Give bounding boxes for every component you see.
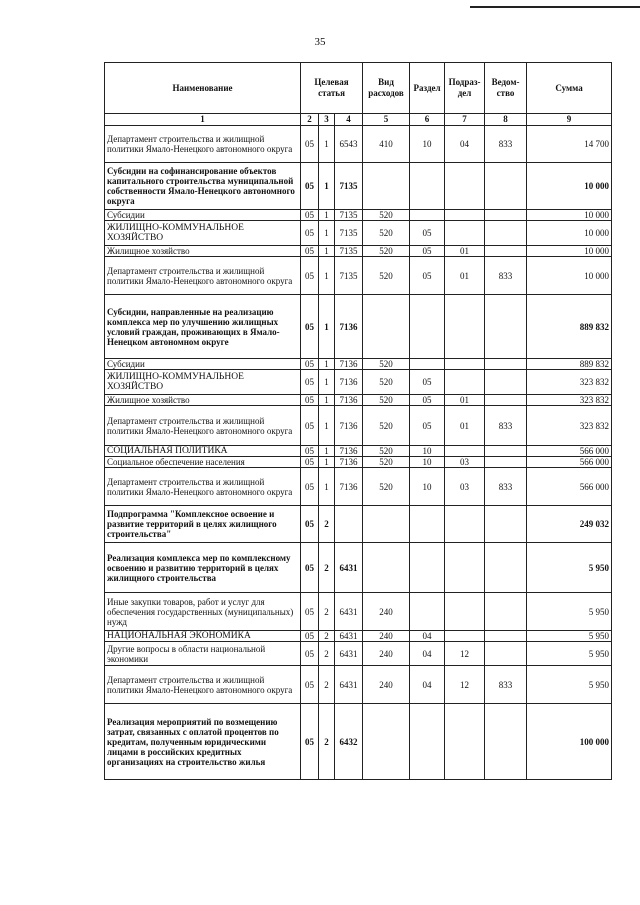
cell-subsection: 01 — [445, 395, 485, 406]
cell-sum: 5 950 — [527, 631, 612, 642]
table-row — [105, 210, 612, 221]
cell-subsection — [445, 446, 485, 457]
header-subsection: Подраз-дел — [445, 63, 485, 114]
table-row — [105, 631, 612, 642]
cell-section: 05 — [410, 221, 445, 246]
cell-sum: 5 950 — [527, 593, 612, 631]
cell-name: Подпрограмма "Комплексное освоение и развитие территорий в целях жилищного строительства" — [105, 506, 301, 543]
cell-department — [485, 210, 527, 221]
column-number: 7 — [445, 114, 485, 126]
cell-target-code: 7135 — [335, 221, 363, 246]
cell-name: Департамент строительства и жилищной политики Ямало-Ненецкого автономного округа — [105, 126, 301, 163]
cell-target-code: 7136 — [335, 457, 363, 468]
cell-sum: 566 000 — [527, 468, 612, 506]
cell-target-program: 05 — [301, 221, 319, 246]
cell-subsection — [445, 631, 485, 642]
cell-section: 10 — [410, 468, 445, 506]
cell-sum: 889 832 — [527, 359, 612, 370]
cell-target-program: 05 — [301, 642, 319, 666]
table-row — [105, 221, 612, 246]
cell-target-code: 7136 — [335, 359, 363, 370]
cell-subsection — [445, 704, 485, 780]
cell-name: Субсидии, направленные на реализацию комплекса мер по улучшению жилищных условий граждан, проживающих в Ямало-Ненецком автономном округе — [105, 295, 301, 359]
cell-section: 10 — [410, 457, 445, 468]
cell-sum: 5 950 — [527, 666, 612, 704]
cell-expense-type: 240 — [363, 666, 410, 704]
cell-subsection — [445, 506, 485, 543]
cell-sum: 889 832 — [527, 295, 612, 359]
cell-target-code: 7136 — [335, 446, 363, 457]
table-row — [105, 163, 612, 210]
cell-name: Субсидии — [105, 210, 301, 221]
cell-department — [485, 359, 527, 370]
cell-section: 10 — [410, 126, 445, 163]
cell-expense-type: 520 — [363, 359, 410, 370]
cell-target-code: 7136 — [335, 370, 363, 395]
cell-expense-type — [363, 543, 410, 593]
cell-section: 05 — [410, 370, 445, 395]
cell-department: 833 — [485, 406, 527, 446]
table-row — [105, 704, 612, 780]
cell-target-code: 7135 — [335, 246, 363, 257]
cell-name: Социальное обеспечение населения — [105, 457, 301, 468]
cell-section: 05 — [410, 257, 445, 295]
cell-target-subprogram: 2 — [319, 631, 335, 642]
cell-section: 10 — [410, 446, 445, 457]
cell-target-subprogram: 1 — [319, 446, 335, 457]
cell-sum: 323 832 — [527, 370, 612, 395]
cell-sum: 566 000 — [527, 457, 612, 468]
cell-target-program: 05 — [301, 666, 319, 704]
cell-subsection: 01 — [445, 257, 485, 295]
cell-sum: 5 950 — [527, 543, 612, 593]
cell-name: Департамент строительства и жилищной политики Ямало-Ненецкого автономного округа — [105, 406, 301, 446]
cell-section — [410, 163, 445, 210]
cell-target-program: 05 — [301, 457, 319, 468]
column-number: 8 — [485, 114, 527, 126]
cell-sum: 323 832 — [527, 395, 612, 406]
cell-section — [410, 543, 445, 593]
cell-department — [485, 704, 527, 780]
cell-sum: 10 000 — [527, 210, 612, 221]
cell-name: Департамент строительства и жилищной политики Ямало-Ненецкого автономного округа — [105, 468, 301, 506]
cell-department: 833 — [485, 126, 527, 163]
cell-target-program: 05 — [301, 359, 319, 370]
cell-target-subprogram: 1 — [319, 257, 335, 295]
column-number: 1 — [105, 114, 301, 126]
column-number: 5 — [363, 114, 410, 126]
cell-target-code: 6431 — [335, 631, 363, 642]
cell-subsection: 12 — [445, 666, 485, 704]
cell-expense-type: 520 — [363, 221, 410, 246]
cell-target-subprogram: 1 — [319, 210, 335, 221]
cell-expense-type: 240 — [363, 593, 410, 631]
cell-target-program: 05 — [301, 163, 319, 210]
column-number: 4 — [335, 114, 363, 126]
cell-target-subprogram: 2 — [319, 666, 335, 704]
table-row — [105, 406, 612, 446]
top-rule — [470, 6, 640, 8]
cell-subsection — [445, 163, 485, 210]
cell-name: ЖИЛИЩНО-КОММУНАЛЬНОЕ ХОЗЯЙСТВО — [105, 221, 301, 246]
table-row — [105, 666, 612, 704]
cell-section — [410, 210, 445, 221]
cell-target-program: 05 — [301, 631, 319, 642]
cell-target-program: 05 — [301, 543, 319, 593]
cell-department: 833 — [485, 666, 527, 704]
cell-target-code: 7135 — [335, 210, 363, 221]
cell-target-subprogram: 1 — [319, 468, 335, 506]
cell-sum: 100 000 — [527, 704, 612, 780]
cell-subsection — [445, 370, 485, 395]
table-row — [105, 126, 612, 163]
cell-name: Другие вопросы в области национальной экономики — [105, 642, 301, 666]
table-row — [105, 370, 612, 395]
budget-table — [104, 62, 612, 780]
cell-expense-type — [363, 506, 410, 543]
cell-target-code: 6543 — [335, 126, 363, 163]
cell-target-subprogram: 2 — [319, 642, 335, 666]
cell-section — [410, 704, 445, 780]
cell-department: 833 — [485, 468, 527, 506]
table-row — [105, 246, 612, 257]
cell-expense-type: 520 — [363, 257, 410, 295]
cell-department: 833 — [485, 257, 527, 295]
cell-name: Реализация комплекса мер по комплексному освоению и развитию территорий в целях жилищного строительства — [105, 543, 301, 593]
cell-section — [410, 593, 445, 631]
cell-subsection: 03 — [445, 468, 485, 506]
table-row — [105, 457, 612, 468]
cell-section: 05 — [410, 246, 445, 257]
cell-sum: 10 000 — [527, 221, 612, 246]
cell-subsection — [445, 593, 485, 631]
cell-target-program: 05 — [301, 406, 319, 446]
cell-target-code: 7135 — [335, 257, 363, 295]
cell-name: Департамент строительства и жилищной политики Ямало-Ненецкого автономного округа — [105, 257, 301, 295]
cell-target-program: 05 — [301, 126, 319, 163]
table-row — [105, 295, 612, 359]
cell-target-code — [335, 506, 363, 543]
cell-sum: 10 000 — [527, 246, 612, 257]
cell-expense-type: 520 — [363, 246, 410, 257]
cell-target-program: 05 — [301, 246, 319, 257]
cell-expense-type: 520 — [363, 446, 410, 457]
cell-section: 04 — [410, 642, 445, 666]
cell-expense-type: 410 — [363, 126, 410, 163]
cell-section — [410, 295, 445, 359]
table-row — [105, 506, 612, 543]
cell-department — [485, 631, 527, 642]
table-row — [105, 543, 612, 593]
header-department: Ведом-ство — [485, 63, 527, 114]
cell-target-code: 7135 — [335, 163, 363, 210]
cell-section: 04 — [410, 631, 445, 642]
cell-expense-type: 520 — [363, 406, 410, 446]
cell-name: Субсидии на софинансирование объектов капитального строительства муниципальной собственности Ямало-Ненецкого автономного округа — [105, 163, 301, 210]
page-number: 35 — [314, 36, 326, 48]
cell-name: Департамент строительства и жилищной политики Ямало-Ненецкого автономного округа — [105, 666, 301, 704]
cell-department — [485, 221, 527, 246]
cell-target-subprogram: 1 — [319, 457, 335, 468]
table-row — [105, 446, 612, 457]
cell-department — [485, 506, 527, 543]
cell-sum: 323 832 — [527, 406, 612, 446]
table-row — [105, 468, 612, 506]
cell-target-code: 6431 — [335, 543, 363, 593]
cell-sum: 566 000 — [527, 446, 612, 457]
cell-target-program: 05 — [301, 446, 319, 457]
cell-target-program: 05 — [301, 468, 319, 506]
cell-name: Жилищное хозяйство — [105, 246, 301, 257]
cell-sum: 10 000 — [527, 257, 612, 295]
column-number: 6 — [410, 114, 445, 126]
table-body — [105, 126, 612, 780]
header-section: Раздел — [410, 63, 445, 114]
cell-department — [485, 593, 527, 631]
cell-expense-type: 520 — [363, 210, 410, 221]
cell-department — [485, 163, 527, 210]
cell-target-code: 7136 — [335, 406, 363, 446]
cell-expense-type: 240 — [363, 631, 410, 642]
header-row — [105, 63, 612, 114]
cell-sum: 14 700 — [527, 126, 612, 163]
cell-target-subprogram: 1 — [319, 395, 335, 406]
cell-sum: 10 000 — [527, 163, 612, 210]
cell-target-subprogram: 1 — [319, 370, 335, 395]
header-sum: Сумма — [527, 63, 612, 114]
table-row — [105, 359, 612, 370]
cell-name: Субсидии — [105, 359, 301, 370]
cell-subsection — [445, 295, 485, 359]
cell-target-subprogram: 1 — [319, 126, 335, 163]
cell-target-code: 6431 — [335, 593, 363, 631]
cell-subsection: 12 — [445, 642, 485, 666]
cell-expense-type — [363, 295, 410, 359]
cell-section: 04 — [410, 666, 445, 704]
cell-target-subprogram: 2 — [319, 506, 335, 543]
cell-department — [485, 246, 527, 257]
cell-expense-type: 520 — [363, 468, 410, 506]
column-number: 3 — [319, 114, 335, 126]
cell-name: Иные закупки товаров, работ и услуг для обеспечения государственных (муниципальных) нужд — [105, 593, 301, 631]
header-expense-type: Вид расходов — [363, 63, 410, 114]
cell-target-program: 05 — [301, 704, 319, 780]
cell-sum: 249 032 — [527, 506, 612, 543]
cell-target-subprogram: 2 — [319, 593, 335, 631]
cell-target-subprogram: 1 — [319, 246, 335, 257]
table-row — [105, 642, 612, 666]
cell-target-code: 6432 — [335, 704, 363, 780]
cell-expense-type — [363, 704, 410, 780]
cell-expense-type: 520 — [363, 370, 410, 395]
cell-subsection: 01 — [445, 246, 485, 257]
cell-target-code: 7136 — [335, 395, 363, 406]
cell-name: Реализация мероприятий по возмещению затрат, связанных с оплатой процентов по кредитам, полученным юридическими лицами в российских кредитных организациях на строительство жилья — [105, 704, 301, 780]
cell-subsection: 04 — [445, 126, 485, 163]
cell-target-code: 6431 — [335, 666, 363, 704]
cell-target-program: 05 — [301, 210, 319, 221]
header-name: Наименование — [105, 63, 301, 114]
cell-target-program: 05 — [301, 295, 319, 359]
cell-department — [485, 642, 527, 666]
cell-target-code: 6431 — [335, 642, 363, 666]
column-number-row — [105, 114, 612, 126]
cell-name: ЖИЛИЩНО-КОММУНАЛЬНОЕ ХОЗЯЙСТВО — [105, 370, 301, 395]
cell-target-program: 05 — [301, 370, 319, 395]
cell-expense-type: 520 — [363, 457, 410, 468]
cell-department — [485, 446, 527, 457]
cell-subsection: 03 — [445, 457, 485, 468]
cell-department — [485, 543, 527, 593]
cell-name: Жилищное хозяйство — [105, 395, 301, 406]
cell-section: 05 — [410, 406, 445, 446]
cell-expense-type: 520 — [363, 395, 410, 406]
cell-section — [410, 506, 445, 543]
cell-target-program: 05 — [301, 395, 319, 406]
cell-subsection — [445, 210, 485, 221]
cell-target-program: 05 — [301, 506, 319, 543]
table-row — [105, 257, 612, 295]
cell-target-subprogram: 1 — [319, 221, 335, 246]
cell-target-code: 7136 — [335, 295, 363, 359]
cell-subsection — [445, 359, 485, 370]
column-number: 9 — [527, 114, 612, 126]
header-target: Целевая статья — [301, 63, 363, 114]
cell-department — [485, 395, 527, 406]
cell-target-subprogram: 1 — [319, 406, 335, 446]
cell-expense-type — [363, 163, 410, 210]
cell-target-subprogram: 1 — [319, 359, 335, 370]
cell-department — [485, 370, 527, 395]
cell-department — [485, 295, 527, 359]
cell-name: СОЦИАЛЬНАЯ ПОЛИТИКА — [105, 446, 301, 457]
cell-target-program: 05 — [301, 593, 319, 631]
cell-subsection — [445, 543, 485, 593]
cell-expense-type: 240 — [363, 642, 410, 666]
cell-name: НАЦИОНАЛЬНАЯ ЭКОНОМИКА — [105, 631, 301, 642]
cell-target-subprogram: 2 — [319, 704, 335, 780]
cell-section — [410, 359, 445, 370]
cell-target-subprogram: 1 — [319, 163, 335, 210]
table-row — [105, 593, 612, 631]
cell-section: 05 — [410, 395, 445, 406]
table-row — [105, 395, 612, 406]
cell-subsection: 01 — [445, 406, 485, 446]
cell-target-program: 05 — [301, 257, 319, 295]
cell-target-subprogram: 1 — [319, 295, 335, 359]
cell-subsection — [445, 221, 485, 246]
cell-target-code: 7136 — [335, 468, 363, 506]
cell-department — [485, 457, 527, 468]
column-number: 2 — [301, 114, 319, 126]
cell-target-subprogram: 2 — [319, 543, 335, 593]
cell-sum: 5 950 — [527, 642, 612, 666]
